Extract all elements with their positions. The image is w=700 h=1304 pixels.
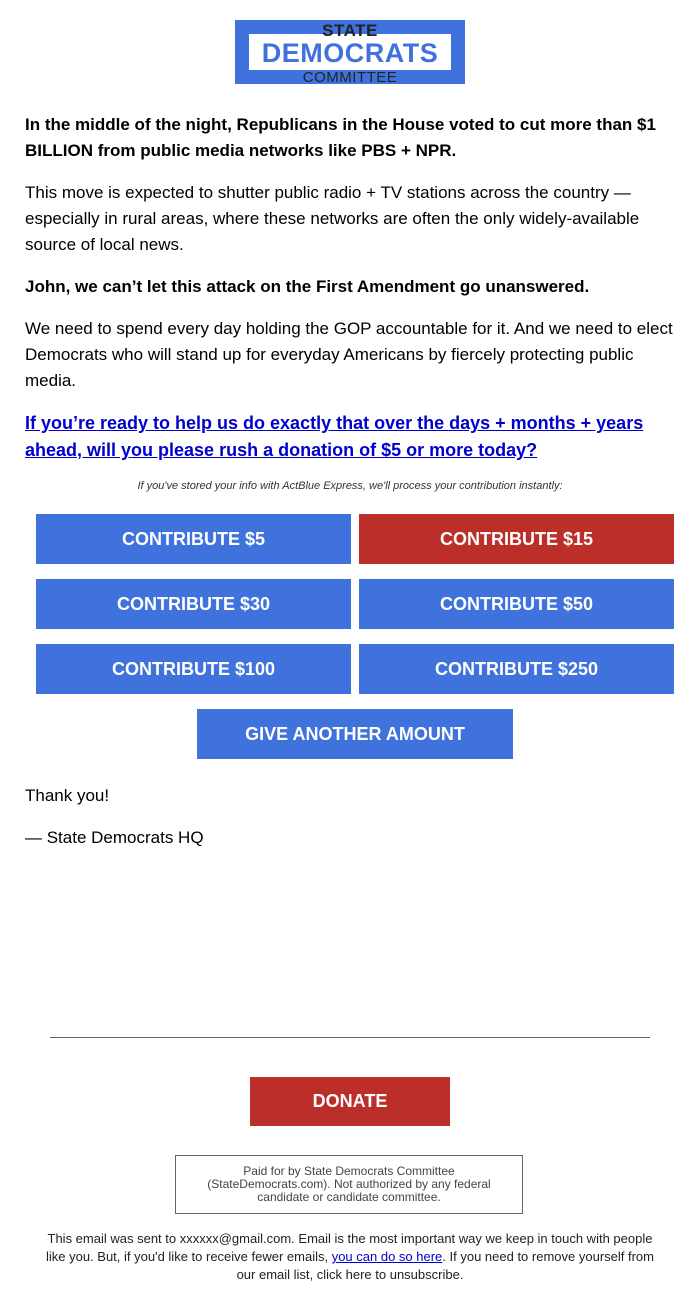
shutter-paragraph: This move is expected to shutter public radio + TV stations across the country — especially in rural areas, where these networks are often the only widely-available source of local news. [25,183,640,254]
cta-paragraph [25,410,675,464]
donation-cta-link[interactable]: If you’re ready to help us do exactly that over the days + months + years ahead, will you please rush a donation of $5 or more today? [25,413,644,460]
accountable-paragraph: We need to spend every day holding the GOP accountable for it. And we need to elect Democrats who will stand up for everyday Americans by fiercely protecting public media. [25,319,673,390]
logo-state-text: STATE [322,21,378,40]
intro-paragraph: In the middle of the night, Republicans in the House voted to cut more than $1 BILLION from public media networks like PBS + NPR. [25,115,656,160]
footer-text-3: . If you need to remove yourself from our email list, click here to unsubscribe. [236,1249,654,1282]
give-another-amount-button[interactable]: GIVE ANOTHER AMOUNT [197,709,513,759]
actblue-note: If you've stored your info with ActBlue Express, we'll process your contribution instantly: [137,480,563,492]
contribute-250-button[interactable]: CONTRIBUTE $250 [359,644,674,694]
logo-democrats-text: DEMOCRATS [261,38,439,68]
footer-text-2: . Email is the most important way we keep in touch with people like you. But, if you'd like to receive fewer emails, [45,1231,653,1264]
footer-text-1: This email was sent to [47,1231,180,1246]
signature-text: — State Democrats HQ [25,828,204,847]
contribute-5-button[interactable]: CONTRIBUTE $5 [36,514,351,564]
disclaimer-line-3: candidate or candidate committee. [257,1190,441,1204]
thank-you-text: Thank you! [25,786,110,805]
email-body [25,112,675,480]
first-amendment-paragraph: John, we can’t let this attack on the First Amendment go unanswered. [25,277,590,296]
footer-divider [50,1037,650,1038]
donate-button[interactable]: DONATE [250,1077,450,1126]
email-footer [45,1230,655,1284]
disclaimer-line-1: Paid for by State Democrats Committee [243,1164,455,1178]
fewer-emails-link[interactable]: you can do so here [331,1249,443,1264]
recipient-email: xxxxxx@gmail.com [179,1231,292,1246]
paid-for-disclaimer [175,1155,523,1214]
contribute-50-button[interactable]: CONTRIBUTE $50 [359,579,674,629]
disclaimer-line-2: (StateDemocrats.com). Not authorized by any federal [207,1177,491,1191]
contribute-100-button[interactable]: CONTRIBUTE $100 [36,644,351,694]
contribute-15-button[interactable]: CONTRIBUTE $15 [359,514,674,564]
state-democrats-logo [235,20,465,84]
contribute-30-button[interactable]: CONTRIBUTE $30 [36,579,351,629]
logo-committee-text: COMMITTEE [302,69,398,86]
